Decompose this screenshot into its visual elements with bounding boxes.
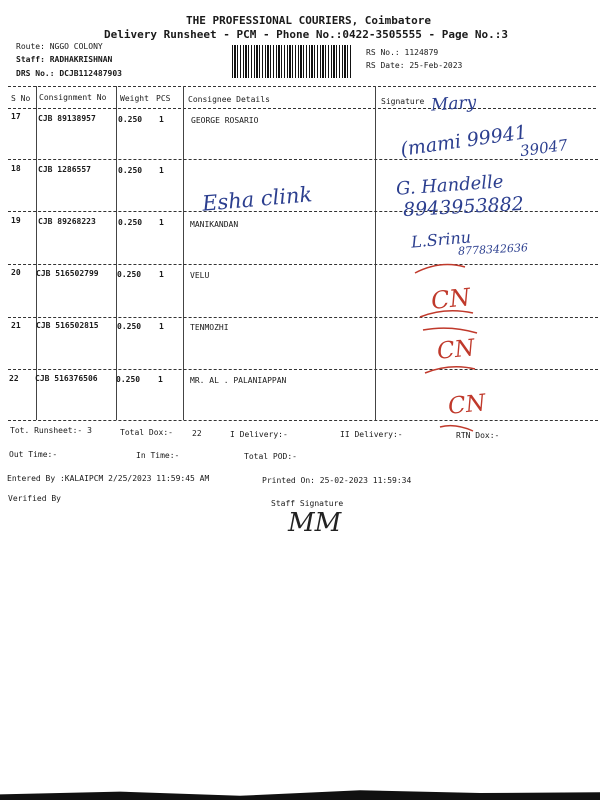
route-label: Route: NGGO COLONY: [16, 42, 103, 51]
scan-edge: [0, 786, 600, 800]
col-consignee: Consignee Details: [188, 95, 270, 104]
row-weight: 0.250: [117, 270, 142, 279]
ink-strokes: [395, 255, 595, 445]
entered-by: Entered By :KALAIPCM 2/25/2023 11:59:45 AM: [7, 474, 210, 483]
staff-label: Staff: RADHAKRISHNAN: [16, 55, 113, 64]
barcode: [232, 45, 352, 78]
row-weight: 0.250: [118, 166, 143, 175]
rs-number: RS No.: 1124879: [366, 48, 439, 57]
ink-stroke: [423, 328, 477, 333]
rtn-dox: RTN Dox:-: [456, 431, 500, 440]
col-weight: Weight: [120, 94, 149, 103]
row-sno: 18: [11, 164, 21, 173]
tot-runsheet: Tot. Runsheet:- 3: [10, 426, 92, 435]
row-consignee: TENMOZHI: [190, 323, 229, 332]
handwritten-signature: G. Handelle: [395, 171, 505, 200]
row-weight: 0.250: [117, 322, 142, 331]
row-weight: 0.250: [116, 375, 141, 384]
in-time: In Time:-: [136, 451, 180, 460]
row-pcs: 1: [159, 115, 164, 124]
row-rule: [8, 159, 598, 160]
ii-delivery: II Delivery:-: [340, 430, 403, 439]
row-weight: 0.250: [118, 115, 143, 124]
row-consignment: CJB 516502799: [36, 269, 99, 278]
handwritten-phone: 8943953882: [402, 192, 525, 222]
row-consignment: CJB 516502815: [36, 321, 99, 330]
col-signature: Signature: [381, 97, 425, 106]
handwritten-cn-mark: CN: [446, 390, 487, 420]
col-sno: S No: [11, 94, 31, 103]
verified-by: Verified By: [8, 494, 61, 503]
header-rule-top: [8, 86, 596, 87]
row-sno: 21: [11, 321, 21, 330]
row-consignment: CJB 89268223: [38, 217, 96, 226]
handwritten-signature: L.Srinu: [410, 227, 472, 252]
row-consignee: VELU: [190, 271, 210, 280]
out-time: Out Time:-: [9, 450, 58, 459]
handwritten-cn-mark: CN: [435, 335, 476, 365]
row-consignment: CJB 516376506: [35, 374, 98, 383]
row-weight: 0.250: [118, 218, 143, 227]
row-pcs: 1: [159, 218, 164, 227]
col-pcs: PCS: [156, 94, 171, 103]
row-pcs: 1: [159, 322, 164, 331]
row-pcs: 1: [159, 270, 164, 279]
row-consignment: CJB 1286557: [38, 165, 91, 174]
printed-on: Printed On: 25-02-2023 11:59:34: [262, 476, 412, 485]
staff-signature-label: Staff Signature: [271, 499, 344, 508]
row-consignee: MR. AL . PALANIAPPAN: [190, 376, 287, 385]
row-consignee: GEORGE ROSARIO: [191, 116, 259, 125]
handwritten-phone: 8778342636: [457, 241, 529, 258]
row-sno: 22: [9, 374, 19, 383]
handwritten-phone: 39047: [518, 135, 569, 161]
row-pcs: 1: [159, 166, 164, 175]
row-consignee: MANIKANDAN: [190, 220, 239, 229]
ink-stroke: [415, 265, 465, 273]
row-sno: 20: [11, 268, 21, 277]
total-dox-value: 22: [192, 429, 202, 438]
handwritten-phone: (mami 99941: [399, 121, 529, 161]
row-pcs: 1: [158, 375, 163, 384]
handwritten-name: Esha clink: [201, 182, 314, 216]
company-name: THE PROFESSIONAL COURIERS, Coimbatore: [186, 14, 432, 27]
total-pod: Total POD:-: [244, 452, 297, 461]
col-consignment: Consignment No: [39, 93, 107, 102]
handwritten-signature: Mary: [430, 92, 477, 116]
row-sno: 17: [11, 112, 21, 121]
row-sno: 19: [11, 216, 21, 225]
row-consignment: CJB 89138957: [38, 114, 96, 123]
staff-signature-mark: MM: [288, 508, 342, 538]
i-delivery: I Delivery:-: [230, 430, 288, 439]
handwritten-cn-mark: CN: [429, 283, 472, 315]
header-rule-bottom: [8, 108, 596, 109]
drs-number: DRS No.: DCJB112487903: [16, 69, 122, 78]
ink-stroke: [425, 367, 475, 373]
total-dox-label: Total Dox:-: [120, 428, 173, 437]
runsheet-title: Delivery Runsheet - PCM - Phone No.:0422-3505555 - Page No.:3: [104, 28, 508, 41]
rs-date: RS Date: 25-Feb-2023: [366, 61, 463, 70]
ink-stroke: [420, 311, 473, 317]
